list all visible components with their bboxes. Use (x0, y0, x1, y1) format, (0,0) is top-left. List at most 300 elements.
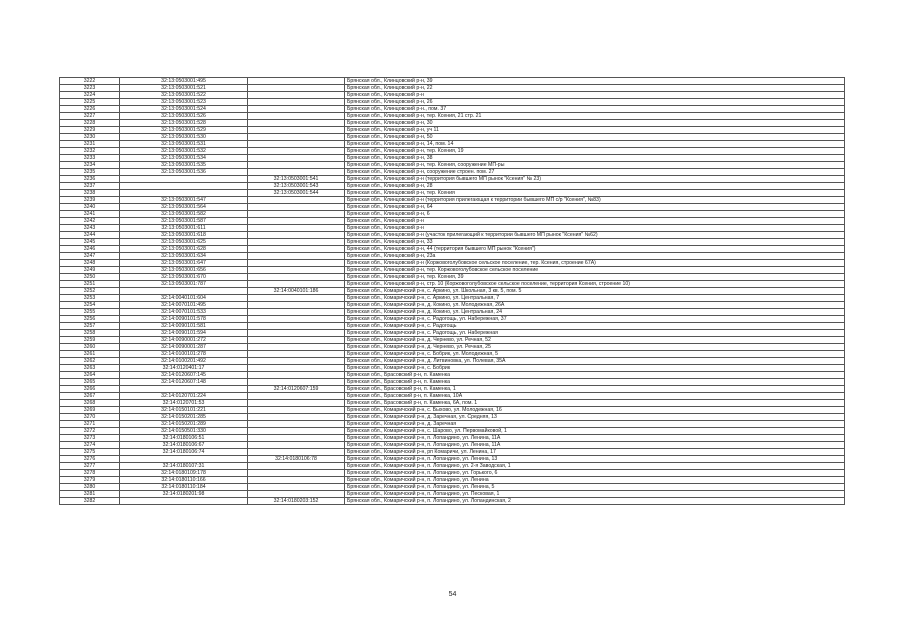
address-cell: Брянская обл., Клинцовский р-н, тер. Ксения, 39 (345, 274, 845, 281)
cadastral-number-alt-cell (248, 218, 345, 225)
row-number-cell: 3243 (60, 225, 120, 232)
table-row (60, 211, 845, 218)
table-row (60, 414, 845, 421)
table-row (60, 428, 845, 435)
cadastral-number-cell: 32:13:0503001:535 (120, 162, 248, 169)
row-number-cell: 3242 (60, 218, 120, 225)
table-row (60, 498, 845, 505)
row-number-cell: 3270 (60, 414, 120, 421)
table-row (60, 246, 845, 253)
address-cell: Брянская обл., Клинцовский р-н, 26 (345, 99, 845, 106)
address-cell: Брянская обл., Клинцовский р-н, тер. Ксения, сооружение МП-ры (345, 162, 845, 169)
address-cell: Брянская обл., Клинцовский р-н, 50 (345, 134, 845, 141)
cadastral-number-alt-cell (248, 344, 345, 351)
table-row (60, 232, 845, 239)
table-row (60, 379, 845, 386)
row-number-cell: 3235 (60, 169, 120, 176)
cadastral-number-cell: 32:14:0120607:145 (120, 372, 248, 379)
address-cell: Брянская обл., Комаричский р-н, с. Быхово, ул. Молодежная, 16 (345, 407, 845, 414)
table-row (60, 260, 845, 267)
address-cell: Брянская обл., Комаричский р-н, п. Лопандино, ул. Песковая, 1 (345, 491, 845, 498)
address-cell: Брянская обл., Комаричский р-н, с. Бобрик (345, 365, 845, 372)
cadastral-number-cell: 32:13:0503001:530 (120, 134, 248, 141)
cadastral-number-cell: 32:13:0503001:787 (120, 281, 248, 288)
table-row (60, 267, 845, 274)
row-number-cell: 3253 (60, 295, 120, 302)
table-row (60, 435, 845, 442)
table-row (60, 92, 845, 99)
row-number-cell: 3239 (60, 197, 120, 204)
cadastral-number-alt-cell (248, 99, 345, 106)
cadastral-number-cell: 32:13:0503001:547 (120, 197, 248, 204)
row-number-cell: 3262 (60, 358, 120, 365)
cadastral-number-alt-cell (248, 309, 345, 316)
row-number-cell: 3252 (60, 288, 120, 295)
cadastral-number-cell: 32:14:0120701:224 (120, 393, 248, 400)
address-cell: Брянская обл., Клинцовский р-н, 28 (345, 183, 845, 190)
cadastral-number-alt-cell (248, 260, 345, 267)
cadastral-number-alt-cell (248, 148, 345, 155)
cadastral-number-cell: 32:13:0503001:534 (120, 155, 248, 162)
table-row (60, 190, 845, 197)
cadastral-number-alt-cell (248, 449, 345, 456)
cadastral-number-alt-cell (248, 477, 345, 484)
cadastral-number-alt-cell (248, 407, 345, 414)
table-row (60, 316, 845, 323)
page-number: 54 (448, 591, 457, 598)
address-cell: Брянская обл., Клинцовский р-н, тер. Ксения (345, 190, 845, 197)
row-number-cell: 3257 (60, 323, 120, 330)
row-number-cell: 3223 (60, 85, 120, 92)
row-number-cell: 3264 (60, 372, 120, 379)
cadastral-number-cell: 32:14:0090101:594 (120, 330, 248, 337)
address-cell: Брянская обл., Комаричский р-н, с. Шарово, ул. Первомайковой, 1 (345, 428, 845, 435)
row-number-cell: 3238 (60, 190, 120, 197)
cadastral-number-cell: 32:14:0090001:272 (120, 337, 248, 344)
row-number-cell: 3231 (60, 141, 120, 148)
cadastral-number-alt-cell (248, 365, 345, 372)
row-number-cell: 3254 (60, 302, 120, 309)
address-cell: Брянская обл., Комаричский р-н, д. Чернево, ул. Речная, 25 (345, 344, 845, 351)
cadastral-number-alt-cell (248, 463, 345, 470)
table-row (60, 197, 845, 204)
row-number-cell: 3278 (60, 470, 120, 477)
cadastral-number-alt-cell (248, 400, 345, 407)
address-cell: Брянская обл., Брасовский р-н, п. Каменка (345, 379, 845, 386)
cadastral-number-alt-cell (248, 225, 345, 232)
cadastral-number-cell: 32:14:0180201:98 (120, 491, 248, 498)
cadastral-table (59, 77, 845, 505)
table-row (60, 456, 845, 463)
cadastral-number-cell: 32:13:0503001:536 (120, 169, 248, 176)
address-cell: Брянская обл., Клинцовский р-н, 38 (345, 155, 845, 162)
cadastral-number-alt-cell (248, 428, 345, 435)
table-row (60, 162, 845, 169)
cadastral-number-cell: 32:14:0120401:17 (120, 365, 248, 372)
table-row (60, 134, 845, 141)
table-row (60, 477, 845, 484)
cadastral-number-alt-cell: 32:13:0503001:544 (248, 190, 345, 197)
cadastral-number-alt-cell (248, 78, 345, 85)
table-row (60, 400, 845, 407)
address-cell: Брянская обл., Комаричский р-н, рп Комаричи, ул. Ленина, 17 (345, 449, 845, 456)
cadastral-number-cell: 32:13:0503001:523 (120, 99, 248, 106)
table-row (60, 288, 845, 295)
row-number-cell: 3269 (60, 407, 120, 414)
cadastral-number-alt-cell (248, 127, 345, 134)
row-number-cell: 3228 (60, 120, 120, 127)
cadastral-number-cell: 32:14:0180110:166 (120, 477, 248, 484)
cadastral-number-cell: 32:13:0503001:634 (120, 253, 248, 260)
row-number-cell: 3233 (60, 155, 120, 162)
address-cell: Брянская обл., Клинцовский р-н, 6 (345, 211, 845, 218)
address-cell: Брянская обл., Комаричский р-н, д. Заречная (345, 421, 845, 428)
row-number-cell: 3268 (60, 400, 120, 407)
address-cell: Брянская обл., Клинцовский р-н, 23а (345, 253, 845, 260)
address-cell: Брянская обл., Брасовский р-н, п. Каменка (345, 372, 845, 379)
row-number-cell: 3274 (60, 442, 120, 449)
cadastral-number-alt-cell: 32:14:0180203:152 (248, 498, 345, 505)
row-number-cell: 3258 (60, 330, 120, 337)
address-cell: Брянская обл., Брасовский р-н, п. Каменка, 10А (345, 393, 845, 400)
table-row (60, 295, 845, 302)
row-number-cell: 3234 (60, 162, 120, 169)
address-cell: Брянская обл., Комаричский р-н, с. Радогощь (345, 323, 845, 330)
table-row (60, 330, 845, 337)
row-number-cell: 3248 (60, 260, 120, 267)
address-cell: Брянская обл., Клинцовский р-н (345, 218, 845, 225)
cadastral-number-cell: 32:14:0180109:178 (120, 470, 248, 477)
document-table-region (59, 77, 844, 505)
cadastral-number-cell: 32:14:0070101:495 (120, 302, 248, 309)
cadastral-number-alt-cell (248, 358, 345, 365)
table-row (60, 302, 845, 309)
table-row (60, 127, 845, 134)
cadastral-number-alt-cell (248, 484, 345, 491)
cadastral-number-cell: 32:13:0503001:628 (120, 246, 248, 253)
table-row (60, 407, 845, 414)
cadastral-number-cell: 32:14:0070101:533 (120, 309, 248, 316)
row-number-cell: 3222 (60, 78, 120, 85)
table-row (60, 106, 845, 113)
cadastral-number-alt-cell (248, 253, 345, 260)
address-cell: Брянская обл., Комаричский р-н, с. Радогощь, ул. Набережная (345, 330, 845, 337)
table-row (60, 337, 845, 344)
address-cell: Брянская обл., Клинцовский р-н (Коржовоголубовское сельское поселение, тер. Ксения, строение 67А) (345, 260, 845, 267)
table-row (60, 309, 845, 316)
cadastral-number-cell: 32:13:0503001:521 (120, 85, 248, 92)
cadastral-number-alt-cell (248, 120, 345, 127)
cadastral-number-cell: 32:14:0100201:492 (120, 358, 248, 365)
cadastral-number-cell: 32:13:0503001:670 (120, 274, 248, 281)
row-number-cell: 3251 (60, 281, 120, 288)
cadastral-number-alt-cell (248, 204, 345, 211)
cadastral-number-alt-cell: 32:14:0180106:78 (248, 456, 345, 463)
row-number-cell: 3272 (60, 428, 120, 435)
row-number-cell: 3237 (60, 183, 120, 190)
address-cell: Брянская обл., Клинцовский р-н, 33 (345, 239, 845, 246)
table-row (60, 78, 845, 85)
cadastral-number-cell (120, 190, 248, 197)
cadastral-number-cell: 32:13:0503001:618 (120, 232, 248, 239)
table-row (60, 141, 845, 148)
address-cell: Брянская обл., Клинцовский р-н (345, 225, 845, 232)
address-cell: Брянская обл., Брасовский р-н, п. Каменка, 1 (345, 386, 845, 393)
row-number-cell: 3276 (60, 456, 120, 463)
table-row (60, 239, 845, 246)
table-row (60, 393, 845, 400)
table-row (60, 204, 845, 211)
cadastral-number-cell: 32:13:0503001:526 (120, 113, 248, 120)
address-cell: Брянская обл., Клинцовский р-н (территория прилегающая к территории бывшего МП с/р "Ксения", №83) (345, 197, 845, 204)
table-row (60, 421, 845, 428)
row-number-cell: 3232 (60, 148, 120, 155)
table-row (60, 442, 845, 449)
row-number-cell: 3230 (60, 134, 120, 141)
cadastral-number-cell: 32:14:0090101:578 (120, 316, 248, 323)
cadastral-number-alt-cell (248, 470, 345, 477)
address-cell: Брянская обл., Комаричский р-н, п. Лопандино, ул. Лопандинская, 2 (345, 498, 845, 505)
cadastral-number-cell: 32:13:0503001:495 (120, 78, 248, 85)
cadastral-number-alt-cell (248, 421, 345, 428)
address-cell: Брянская обл., Клинцовский р-н, 22 (345, 85, 845, 92)
cadastral-number-alt-cell (248, 316, 345, 323)
table-row (60, 120, 845, 127)
address-cell: Брянская обл., Клинцовский р-н, тер. Ксения, 19 (345, 148, 845, 155)
cadastral-number-alt-cell (248, 134, 345, 141)
cadastral-number-alt-cell (248, 442, 345, 449)
cadastral-number-cell: 32:14:0040101:604 (120, 295, 248, 302)
cadastral-number-cell: 32:14:0180110:184 (120, 484, 248, 491)
row-number-cell: 3256 (60, 316, 120, 323)
table-row (60, 365, 845, 372)
cadastral-number-alt-cell (248, 113, 345, 120)
cadastral-number-cell: 32:13:0503001:524 (120, 106, 248, 113)
row-number-cell: 3282 (60, 498, 120, 505)
address-cell: Брянская обл., Клинцовский р-н (участок прилегающий к территории бывшего МП рынок "Ксения" №62) (345, 232, 845, 239)
cadastral-number-alt-cell (248, 337, 345, 344)
cadastral-number-cell: 32:13:0503001:564 (120, 204, 248, 211)
cadastral-number-cell: 32:13:0503001:531 (120, 141, 248, 148)
cadastral-number-alt-cell: 32:14:0120607:159 (248, 386, 345, 393)
address-cell: Брянская обл., Комаричский р-н, д. Кокино, ул. Молодежная, 26А (345, 302, 845, 309)
table-row (60, 113, 845, 120)
cadastral-number-cell: 32:14:0090101:581 (120, 323, 248, 330)
address-cell: Брянская обл., Клинцовский р-н, стр. 10 (Коржовоголубовское сельское поселение, территория Ксения, строение 10) (345, 281, 845, 288)
cadastral-number-alt-cell (248, 295, 345, 302)
table-row (60, 344, 845, 351)
row-number-cell: 3247 (60, 253, 120, 260)
cadastral-number-alt-cell (248, 414, 345, 421)
address-cell: Брянская обл., Комаричский р-н, п. Лопандино, ул. Ленина, 11А (345, 442, 845, 449)
cadastral-number-alt-cell (248, 372, 345, 379)
cadastral-number-alt-cell (248, 141, 345, 148)
row-number-cell: 3271 (60, 421, 120, 428)
cadastral-number-alt-cell (248, 267, 345, 274)
address-cell: Брянская обл., Клинцовский р-н, 39 (345, 78, 845, 85)
address-cell: Брянская обл., Комаричский р-н, д. Чернево, ул. Речная, 52 (345, 337, 845, 344)
row-number-cell: 3240 (60, 204, 120, 211)
address-cell: Брянская обл., Комаричский р-н, с. Бобрик, ул. Молодежная, 5 (345, 351, 845, 358)
row-number-cell: 3261 (60, 351, 120, 358)
cadastral-number-cell: 32:14:0090001:287 (120, 344, 248, 351)
cadastral-number-cell: 32:14:0150101:221 (120, 407, 248, 414)
address-cell: Брянская обл., Комаричский р-н, с. Аркино, ул. Центральная, 7 (345, 295, 845, 302)
table-row (60, 372, 845, 379)
row-number-cell: 3275 (60, 449, 120, 456)
table-row (60, 358, 845, 365)
row-number-cell: 3265 (60, 379, 120, 386)
cadastral-number-cell: 32:14:0180106:67 (120, 442, 248, 449)
table-row (60, 351, 845, 358)
table-row (60, 323, 845, 330)
cadastral-number-cell: 32:14:0180106:51 (120, 435, 248, 442)
address-cell: Брянская обл., Комаричский р-н, п. Лопандино, ул. Ленина, 11А (345, 435, 845, 442)
cadastral-number-cell: 32:13:0503001:647 (120, 260, 248, 267)
cadastral-number-cell: 32:13:0503001:522 (120, 92, 248, 99)
cadastral-number-cell (120, 288, 248, 295)
row-number-cell: 3249 (60, 267, 120, 274)
cadastral-number-alt-cell (248, 491, 345, 498)
table-row (60, 99, 845, 106)
cadastral-number-alt-cell (248, 246, 345, 253)
row-number-cell: 3277 (60, 463, 120, 470)
cadastral-number-cell: 32:13:0503001:528 (120, 120, 248, 127)
cadastral-number-alt-cell (248, 92, 345, 99)
row-number-cell: 3229 (60, 127, 120, 134)
row-number-cell: 3255 (60, 309, 120, 316)
cadastral-number-cell: 32:13:0503001:587 (120, 218, 248, 225)
table-row (60, 463, 845, 470)
cadastral-number-cell: 32:13:0503001:529 (120, 127, 248, 134)
address-cell: Брянская обл., Клинцовский р-н, уч 11 (345, 127, 845, 134)
cadastral-number-cell: 32:13:0503001:611 (120, 225, 248, 232)
address-cell: Брянская обл., Комаричский р-н, п. Лопандино, ул. Ленина, 5 (345, 484, 845, 491)
table-body (60, 78, 845, 505)
row-number-cell: 3245 (60, 239, 120, 246)
cadastral-number-cell: 32:14:0120607:148 (120, 379, 248, 386)
address-cell: Брянская обл., Комаричский р-н, п. Лопандино, ул. Ленина (345, 477, 845, 484)
cadastral-number-alt-cell (248, 330, 345, 337)
cadastral-number-alt-cell (248, 302, 345, 309)
cadastral-number-alt-cell (248, 155, 345, 162)
cadastral-number-alt-cell: 32:14:0040101:186 (248, 288, 345, 295)
address-cell: Брянская обл., Комаричский р-н, с. Аркино, ул. Школьная, 3 кв. 5, пом. 5 (345, 288, 845, 295)
row-number-cell: 3244 (60, 232, 120, 239)
table-row (60, 281, 845, 288)
address-cell: Брянская обл., Комаричский р-н, д. Литвиновка, ул. Полевая, 35А (345, 358, 845, 365)
address-cell: Брянская обл., Клинцовский р-н, 44 (территория бывшего МП рынок "Ксения") (345, 246, 845, 253)
table-row (60, 491, 845, 498)
row-number-cell: 3250 (60, 274, 120, 281)
row-number-cell: 3281 (60, 491, 120, 498)
cadastral-number-alt-cell (248, 211, 345, 218)
cadastral-number-alt-cell: 32:13:0503001:543 (248, 183, 345, 190)
cadastral-number-alt-cell (248, 323, 345, 330)
cadastral-number-cell (120, 386, 248, 393)
address-cell: Брянская обл., Комаричский р-н, с. Радогощь, ул. Набережная, 37 (345, 316, 845, 323)
row-number-cell: 3241 (60, 211, 120, 218)
table-row (60, 470, 845, 477)
row-number-cell: 3226 (60, 106, 120, 113)
row-number-cell: 3236 (60, 176, 120, 183)
cadastral-number-alt-cell (248, 281, 345, 288)
cadastral-number-cell: 32:14:0150201:285 (120, 414, 248, 421)
cadastral-number-alt-cell (248, 85, 345, 92)
address-cell: Брянская обл., Комаричский р-н, п. Лопандино, ул. Горького, 6 (345, 470, 845, 477)
cadastral-number-alt-cell (248, 169, 345, 176)
address-cell: Брянская обл., Клинцовский р-н., пом. 37 (345, 106, 845, 113)
cadastral-number-alt-cell (248, 162, 345, 169)
cadastral-number-alt-cell (248, 106, 345, 113)
table-row (60, 169, 845, 176)
cadastral-number-cell: 32:13:0503001:582 (120, 211, 248, 218)
cadastral-number-cell: 32:14:0180106:74 (120, 449, 248, 456)
row-number-cell: 3279 (60, 477, 120, 484)
address-cell: Брянская обл., Клинцовский р-н, тер. Коржовоголубовское сельское поселение (345, 267, 845, 274)
row-number-cell: 3266 (60, 386, 120, 393)
table-row (60, 225, 845, 232)
cadastral-number-cell (120, 456, 248, 463)
cadastral-number-cell: 32:13:0503001:625 (120, 239, 248, 246)
cadastral-number-cell: 32:14:0150501:330 (120, 428, 248, 435)
cadastral-number-cell (120, 176, 248, 183)
address-cell: Брянская обл., Клинцовский р-н (территория бывшего МП рынок "Ксения" № 23) (345, 176, 845, 183)
table-row (60, 253, 845, 260)
cadastral-number-alt-cell: 32:13:0503001:541 (248, 176, 345, 183)
row-number-cell: 3273 (60, 435, 120, 442)
address-cell: Брянская обл., Клинцовский р-н, сооружение строен. пом. 27 (345, 169, 845, 176)
address-cell: Брянская обл., Брасовский р-н, п. Каменка, 6А, пом. 1 (345, 400, 845, 407)
row-number-cell: 3260 (60, 344, 120, 351)
cadastral-number-alt-cell (248, 435, 345, 442)
table-row (60, 155, 845, 162)
cadastral-number-alt-cell (248, 379, 345, 386)
table-row (60, 449, 845, 456)
address-cell: Брянская обл., Комаричский р-н, д. Кокино, ул. Центральная, 24 (345, 309, 845, 316)
table-row (60, 274, 845, 281)
cadastral-number-alt-cell (248, 232, 345, 239)
cadastral-number-cell: 32:14:0120701:53 (120, 400, 248, 407)
table-row (60, 176, 845, 183)
cadastral-number-alt-cell (248, 197, 345, 204)
cadastral-number-alt-cell (248, 351, 345, 358)
address-cell: Брянская обл., Клинцовский р-н (345, 92, 845, 99)
row-number-cell: 3224 (60, 92, 120, 99)
row-number-cell: 3225 (60, 99, 120, 106)
address-cell: Брянская обл., Комаричский р-н, п. Лопандино, ул. Ленина, 13 (345, 456, 845, 463)
cadastral-number-alt-cell (248, 274, 345, 281)
cadastral-number-cell: 32:13:0503001:532 (120, 148, 248, 155)
cadastral-number-cell (120, 183, 248, 190)
cadastral-number-cell: 32:14:0100101:278 (120, 351, 248, 358)
address-cell: Брянская обл., Клинцовский р-н, тер. Ксения, 21 стр. 21 (345, 113, 845, 120)
table-row (60, 484, 845, 491)
cadastral-number-alt-cell (248, 393, 345, 400)
cadastral-number-cell: 32:13:0503001:656 (120, 267, 248, 274)
cadastral-number-cell: 32:14:0150201:289 (120, 421, 248, 428)
row-number-cell: 3246 (60, 246, 120, 253)
row-number-cell: 3259 (60, 337, 120, 344)
cadastral-number-alt-cell (248, 239, 345, 246)
address-cell: Брянская обл., Комаричский р-н, д. Заречная, ул. Средняя, 13 (345, 414, 845, 421)
row-number-cell: 3227 (60, 113, 120, 120)
address-cell: Брянская обл., Клинцовский р-н, 30 (345, 120, 845, 127)
table-row (60, 148, 845, 155)
address-cell: Брянская обл., Клинцовский р-н, 64 (345, 204, 845, 211)
table-row (60, 386, 845, 393)
row-number-cell: 3267 (60, 393, 120, 400)
